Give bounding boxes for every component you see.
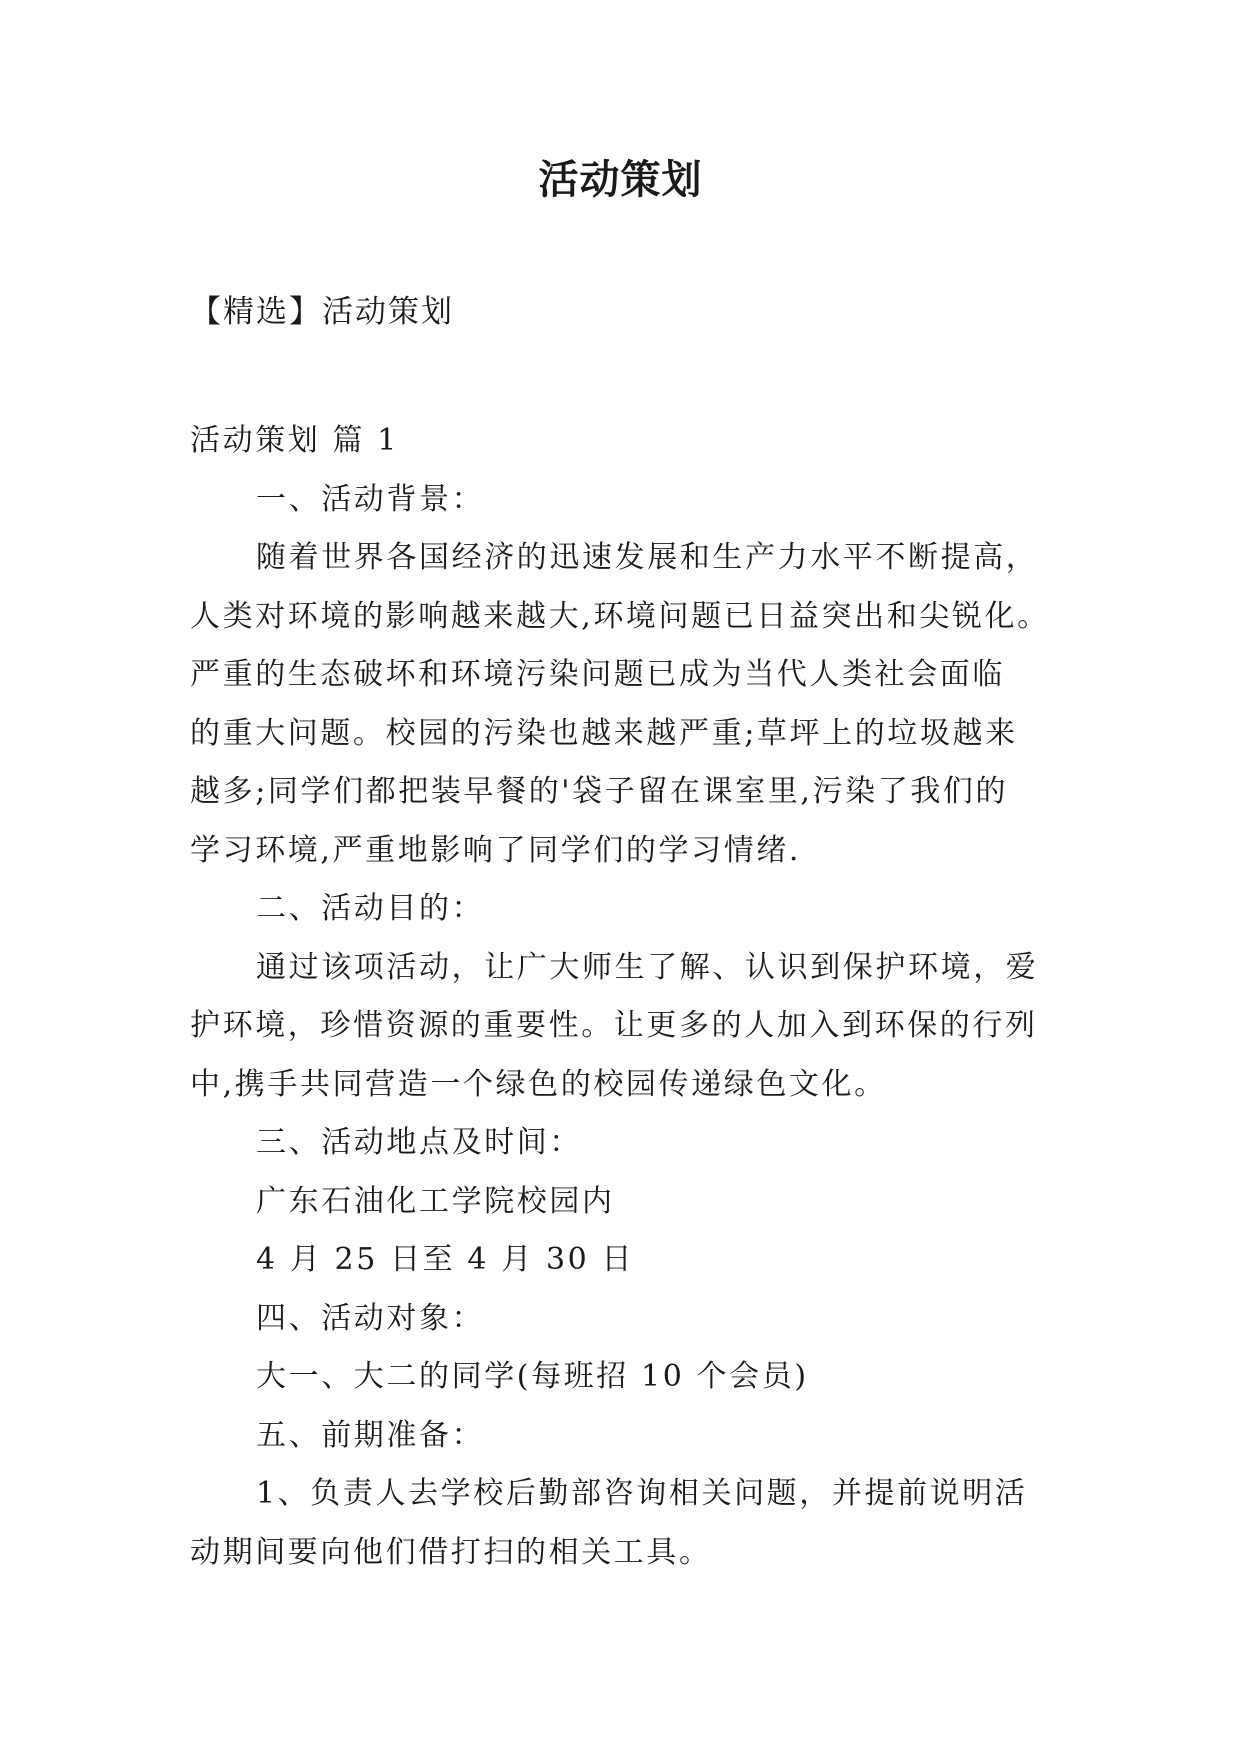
- section-heading: 五、前期准备：: [256, 1417, 485, 1453]
- text-line: 通过该项活动，让广大师生了解、认识到保护环境，爱: [256, 949, 1039, 985]
- text-line: 4 月 25 日至 4 月 30 日: [256, 1242, 635, 1277]
- document-subtitle: 【精选】活动策划: [190, 294, 454, 330]
- section-heading: 三、活动地点及时间：: [256, 1125, 582, 1160]
- text-line: 越多;同学们都把装早餐的'袋子留在课室里,污染了我们的: [190, 774, 1009, 809]
- text-line: 随着世界各国经济的迅速发展和生产力水平不断提高，: [256, 540, 1039, 575]
- text-line: 广东石油化工学院校园内: [256, 1183, 615, 1219]
- page-title: 活动策划: [538, 156, 703, 203]
- text-line: 的重大问题。校园的污染也越来越严重;草坪上的垃圾越来: [190, 715, 1018, 751]
- section-heading: 四、活动对象：: [256, 1300, 485, 1336]
- section-heading: 二、活动目的：: [256, 891, 485, 926]
- text-line: 严重的生态破坏和环境污染问题已成为当代人类社会面临: [190, 657, 1005, 692]
- text-line: 1、负责人去学校后勤部咨询相关问题，并提前说明活: [256, 1476, 1028, 1511]
- text-line: 学习环境,严重地影响了同学们的学习情绪.: [190, 832, 802, 868]
- text-line: 动期间要向他们借打扫的相关工具。: [190, 1534, 712, 1570]
- document-body: [190, 412, 1050, 1582]
- text-line: 大一、大二的同学(每班招 10 个会员): [256, 1359, 809, 1394]
- text-line: 人类对环境的影响越来越大,环境问题已日益突出和尖锐化。: [190, 598, 1050, 634]
- text-line: 中,携手共同营造一个绿色的校园传递绿色文化。: [190, 1066, 887, 1102]
- section-heading: 一、活动背景：: [256, 481, 485, 517]
- text-line: 活动策划 篇 1: [190, 423, 399, 458]
- text-line: 护环境，珍惜资源的重要性。让更多的人加入到环保的行列: [190, 1008, 1038, 1043]
